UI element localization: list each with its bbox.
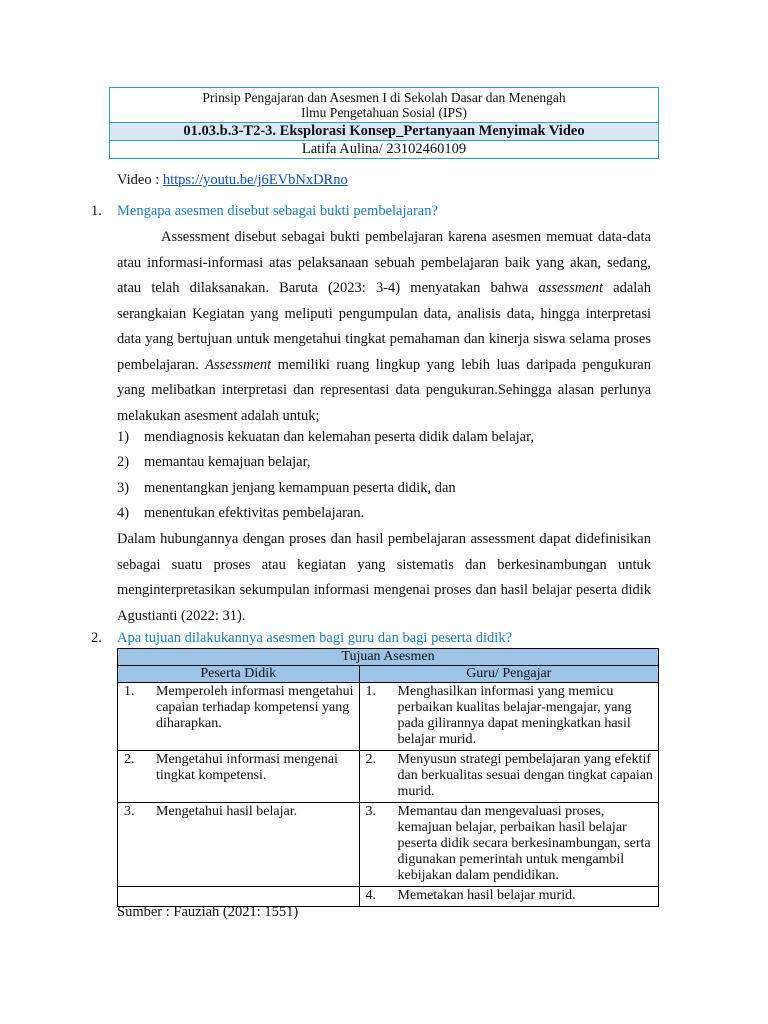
course-title [110,88,659,123]
table-title: Tujuan Asesmen [118,649,659,666]
video-link[interactable]: https://youtu.be/j6EVbNxDRno [162,172,348,188]
answer-1-paragraph-2: Dalam hubungannya dengan proses dan hasil pembelajaran assessment dapat didefinisikan sebagai suatu proses atau kegiatan yang sistematis dan berkesinambungan untuk menginterpretasikan sekumpulan informasi mengenai proses dan hasil belajar peserta didik Agustianti (2022: 31). [117,531,651,624]
author-line: Latifa Aulina/ 23102460109 [110,141,659,159]
answer-1-paragraph: Assessment disebut sebagai bukti pembelajaran karena asesmen memuat data-data atau informasi-informasi atas pelaksanaan sebuah pembelajaran baik yang akan, sedang, atau telah dilaksanakan. Baruta (2023: 3-4) menyatakan bahwa assessment adalah serangkaian Kegiatan yang meliputi pengumpulan data, analisis data, hingga interpretasi data yang bertujuan untuk mengetahui tingkat pemahaman dan kinerja siswa selama proses pembelajaran. Assessment memiliki ruang lingkup yang lebih luas daripada pengukuran yang melibatkan interpretasi dan representasi data pengukuran.Sehingga alasan perlunya melakukan asesment adalah untuk; [117,229,651,424]
list-item: 3) menentangkan jenjang kemampuan peserta didik, dan [117,479,456,496]
list-item: 4) menentukan efektivitas pembelajaran. [117,504,365,521]
goals-table [117,648,659,907]
table-cell: Memperoleh informasi mengetahui capaian terhadap kompetensi yang diharapkan. [156,684,354,731]
assignment-code-title: 01.03.b.3-T2-3. Eksplorasi Konsep_Pertanyaan Menyimak Video [110,123,659,141]
column-header-teachers: Guru/ Pengajar [359,666,658,683]
table-cell: Memantau dan mengevaluasi proses, kemajuan belajar, perbaikan hasil belajar peserta didik secara berkesinambungan, serta digunakan pemerintah untuk mengambil kebijakan dalam pendidikan. [397,804,651,883]
list-item: 1) mendiagnosis kekuatan dan kelemahan peserta didik dalam belajar, [117,429,534,445]
question-1-number: 1. [91,203,102,219]
video-label: Video : [117,172,163,188]
source-citation: Sumber : Fauziah (2021: 1551) [117,904,299,920]
table-row: 2. Mengetahui informasi mengenai tingkat kompetensi. 2. Menyusun strategi pembelajaran yang efektif dan berkualitas sesuai dengan tingkat capaian murid. [118,751,659,803]
video-line [117,172,348,189]
table-cell: Menyusun strategi pembelajaran yang efektif dan berkualitas sesuai dengan tingkat capaian murid. [397,752,653,799]
question-1: Mengapa asesmen disebut sebagai bukti pembelajaran? [117,203,438,219]
course-title-line2: Ilmu Pengetahuan Sosial (IPS) [300,105,468,120]
table-cell: Memetakan hasil belajar murid. [397,888,576,903]
course-title-line1: Prinsip Pengajaran dan Asesmen I di Sekolah Dasar dan Menengah [202,90,566,105]
question-2: Apa tujuan dilakukannya asesmen bagi guru dan bagi peserta didik? [117,630,513,646]
table-cell: Mengetahui hasil belajar. [156,804,298,819]
table-row: 1. Memperoleh informasi mengetahui capaian terhadap kompetensi yang diharapkan. 1. Menghasilkan informasi yang memicu perbaikan kualitas belajar-mengajar, yang pada gilirannya dapat meningkatkan hasil belajar murid. [118,683,659,751]
question-2-number: 2. [91,630,102,646]
table-row: 4. Memetakan hasil belajar murid. [118,887,659,907]
reasons-list [117,425,657,526]
list-item: 2) memantau kemajuan belajar, [117,454,311,471]
table-row: 3. Mengetahui hasil belajar. 3. Memantau dan mengevaluasi proses, kemajuan belajar, perbaikan hasil belajar peserta didik secara berkesinambungan, serta digunakan pemerintah untuk mengambil kebijakan dalam pendidikan. [118,803,659,887]
table-cell: Mengetahui informasi mengenai tingkat kompetensi. [156,752,338,783]
header-box [109,87,659,159]
column-header-students: Peserta Didik [118,666,360,683]
table-cell: Menghasilkan informasi yang memicu perbaikan kualitas belajar-mengajar, yang pada gilirannya dapat meningkatkan hasil belajar murid. [397,684,632,747]
